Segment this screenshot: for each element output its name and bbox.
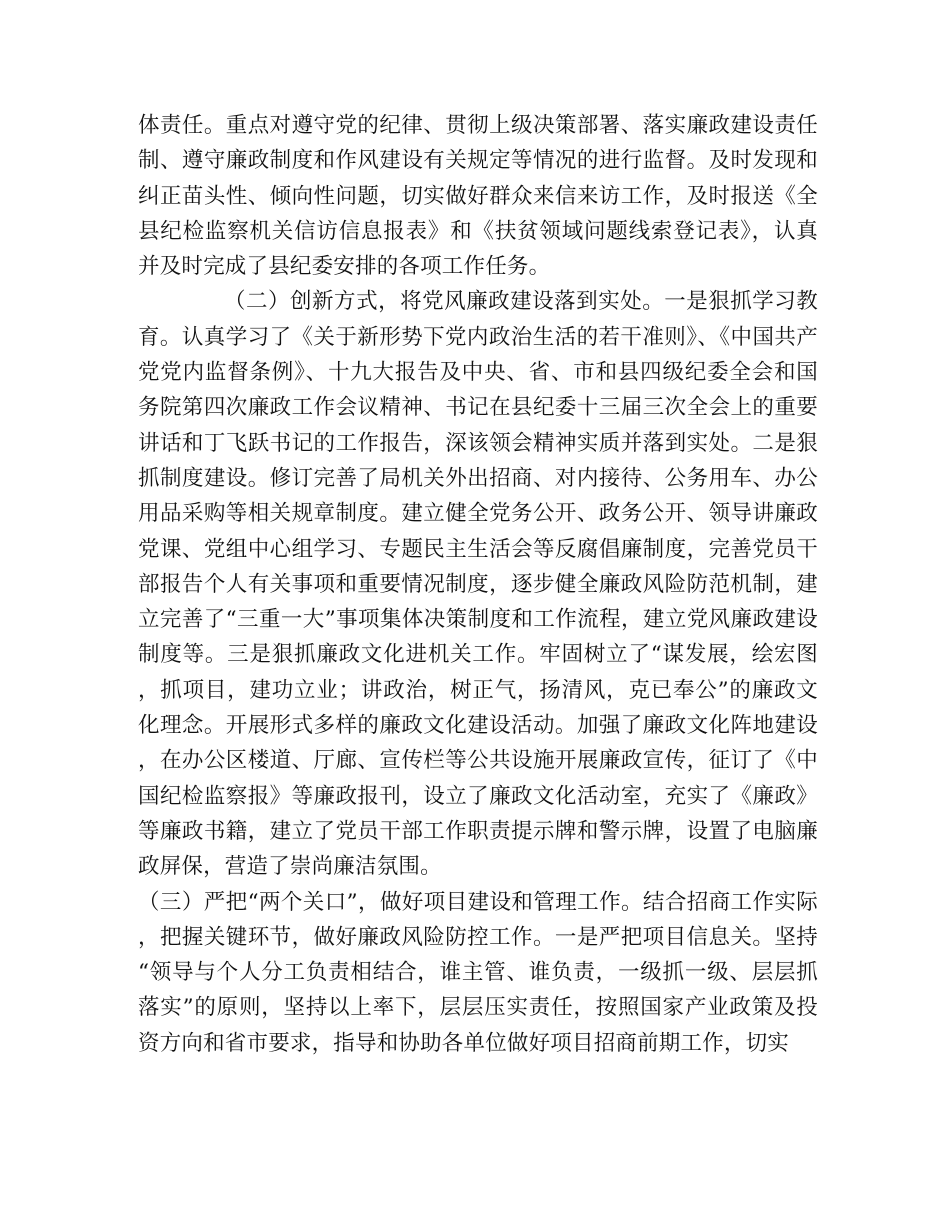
paragraph-section-two: （二）创新方式，将党风廉政建设落到实处。一是狠抓学习教育。认真学习了《关于新形势下党内政治生活的若干准则》、《中国共产党党内监督条例》、十九大报告及中央、省、市和县四级纪委全会和国务院第四次廉政工作会议精神、书记在县纪委十三届三次全会上的重要讲话和丁飞跃书记的工作报告，深该领会精神实质并落到实处。二是狠抓制度建设。修订完善了局机关外出招商、对内接待、公务用车、办公用品采购等相关规章制度。建立健全党务公开、政务公开、领导讲廉政党课、党组中心组学习、专题民主生活会等反腐倡廉制度，完善党员干部报告个人有关事项和重要情况制度，逐步健全廉政风险防范机制，建立完善了“三重一大”事项集体决策制度和工作流程，建立党风廉政建设制度等。三是狠抓廉政文化进机关工作。牢固树立了“谋发展，绘宏图，抓项目，建功立业；讲政治，树正气，扬清风，克已奉公”的廉政文化理念。开展形式多样的廉政文化建设活动。加强了廉政文化阵地建设，在办公区楼道、厅廊、宣传栏等公共设施开展廉政宣传，征订了《中国纪检监察报》等廉政报刊，设立了廉政文化活动室，充实了《廉政》等廉政书籍，建立了党员干部工作职责提示牌和警示牌，设置了电脑廉政屏保，营造了崇尚廉洁氛围。 xyxy=(138,289,818,880)
document-body xyxy=(138,108,818,1061)
paragraph-continuation: 体责任。重点对遵守党的纪律、贯彻上级决策部署、落实廉政建设责任制、遵守廉政制度和作风建设有关规定等情况的进行监督。及时发现和纠正苗头性、倾向性问题，切实做好群众来信来访工作，及时报送《全县纪检监察机关信访信息报表》和《扶贫领域问题线索登记表》，认真并及时完成了县纪委安排的各项工作任务。 xyxy=(138,113,818,280)
paragraph-section-three: （三）严把“两个关口”，做好项目建设和管理工作。结合招商工作实际，把握关键环节，做好廉政风险防控工作。一是严把项目信息关。坚持“领导与个人分工负责相结合，谁主管、谁负责，一级抓一级、层层抓落实”的原则，坚持以上率下，层层压实责任，按照国家产业政策及投资方向和省市要求，指导和协助各单位做好项目招商前期工作，切实 xyxy=(138,889,818,1056)
